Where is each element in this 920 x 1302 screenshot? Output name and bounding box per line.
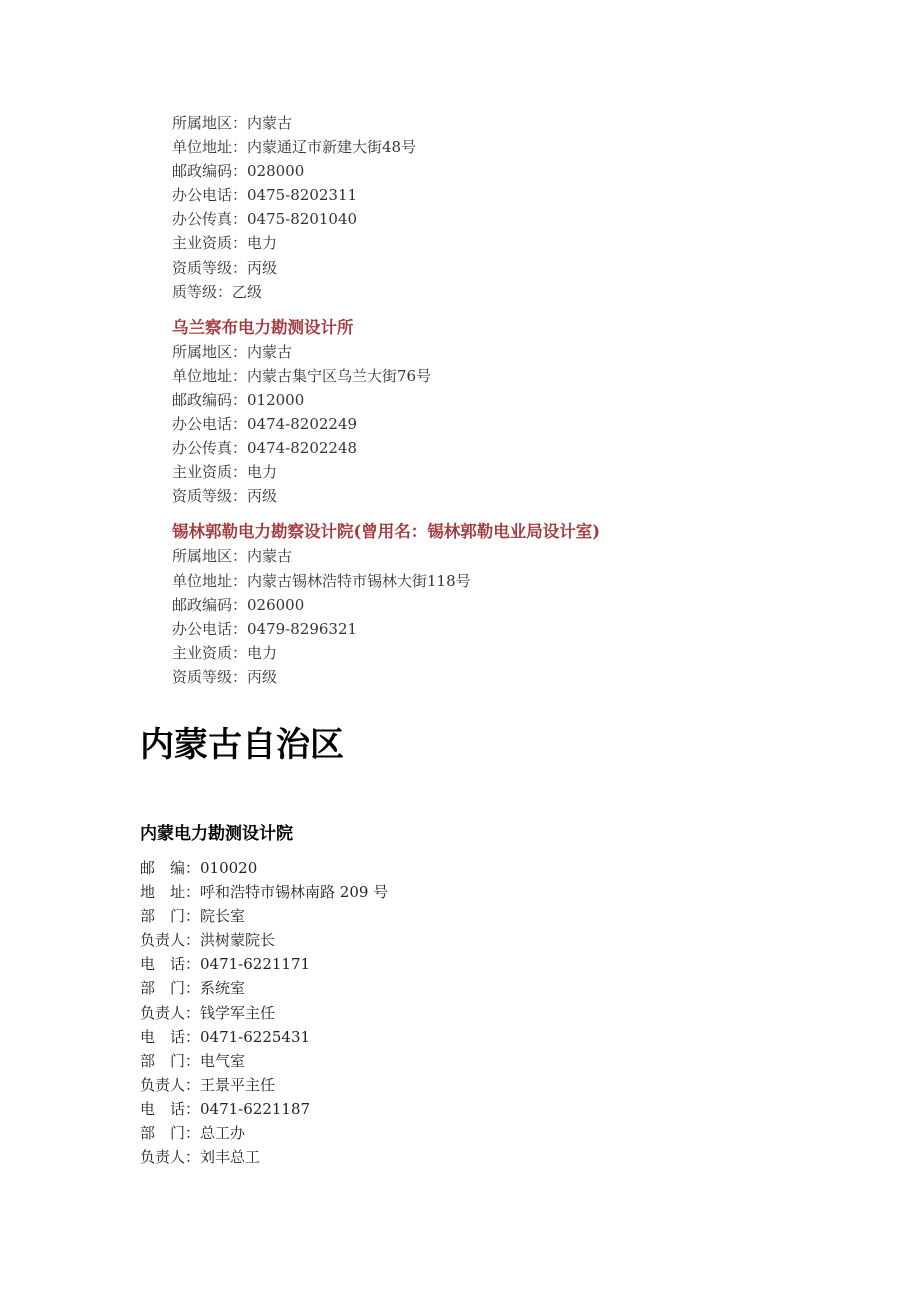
org-title: 内蒙电力勘测设计院	[140, 824, 293, 844]
org-entry-tongliao	[172, 111, 872, 304]
info-line: 邮政编码：026000	[172, 595, 305, 614]
contact-line: 电 话：0471-6221171	[140, 955, 311, 974]
contact-line: 邮 编：010020	[140, 859, 258, 877]
contact-line: 负责人：王景平主任	[140, 1075, 276, 1094]
info-line: 主业资质：电力	[172, 234, 278, 253]
org-entry-xilingol	[172, 520, 872, 689]
contact-line: 电 话：0471-6225431	[140, 1027, 311, 1046]
info-line: 资质等级：丙级	[172, 487, 278, 506]
info-line: 办公电话：0474-8202249	[172, 415, 358, 434]
contact-line: 部 门：总工办	[140, 1124, 246, 1143]
info-line: 资质等级：丙级	[172, 667, 278, 686]
info-line: 资质等级：丙级	[172, 258, 278, 277]
info-line: 所属地区：内蒙古	[172, 114, 293, 132]
region-section	[140, 720, 880, 1169]
contact-line: 部 门：系统室	[140, 979, 246, 998]
info-line: 单位地址：内蒙古集宁区乌兰大街76号	[172, 366, 432, 385]
org-title: 乌兰察布电力勘测设计所	[172, 317, 354, 337]
contact-line: 负责人：刘丰总工	[140, 1148, 261, 1167]
region-heading: 内蒙古自治区	[140, 725, 344, 765]
info-line: 主业资质：电力	[172, 643, 278, 662]
info-line: 办公电话：0479-8296321	[172, 619, 358, 638]
info-line: 单位地址：内蒙古锡林浩特市锡林大街118号	[172, 571, 471, 590]
contact-line: 部 门：电气室	[140, 1051, 246, 1070]
info-line: 邮政编码：028000	[172, 162, 305, 181]
contact-line: 电 话：0471-6221187	[140, 1099, 311, 1118]
info-line: 所属地区：内蒙古	[172, 342, 293, 361]
info-line: 办公传真：0474-8202248	[172, 439, 358, 458]
org-contact-list	[140, 856, 880, 1169]
contact-line: 地 址：呼和浩特市锡林南路 209 号	[140, 883, 389, 902]
info-line: 邮政编码：012000	[172, 390, 305, 409]
info-line: 所属地区：内蒙古	[172, 547, 293, 566]
org-listing	[172, 111, 872, 689]
contact-line: 部 门：院长室	[140, 907, 246, 926]
info-line: 办公电话：0475-8202311	[172, 186, 358, 205]
contact-line: 负责人：钱学军主任	[140, 1003, 276, 1022]
org-entry-ulanqab	[172, 316, 872, 509]
info-line: 单位地址：内蒙通辽市新建大街48号	[172, 138, 417, 157]
info-line: 办公传真：0475-8201040	[172, 210, 358, 229]
org-title: 锡林郭勒电力勘察设计院(曾用名：锡林郭勒电业局设计室)	[172, 522, 601, 542]
info-line: 主业资质：电力	[172, 463, 278, 482]
info-line: 质等级：乙级	[172, 282, 263, 301]
contact-line: 负责人：洪树蒙院长	[140, 931, 276, 950]
